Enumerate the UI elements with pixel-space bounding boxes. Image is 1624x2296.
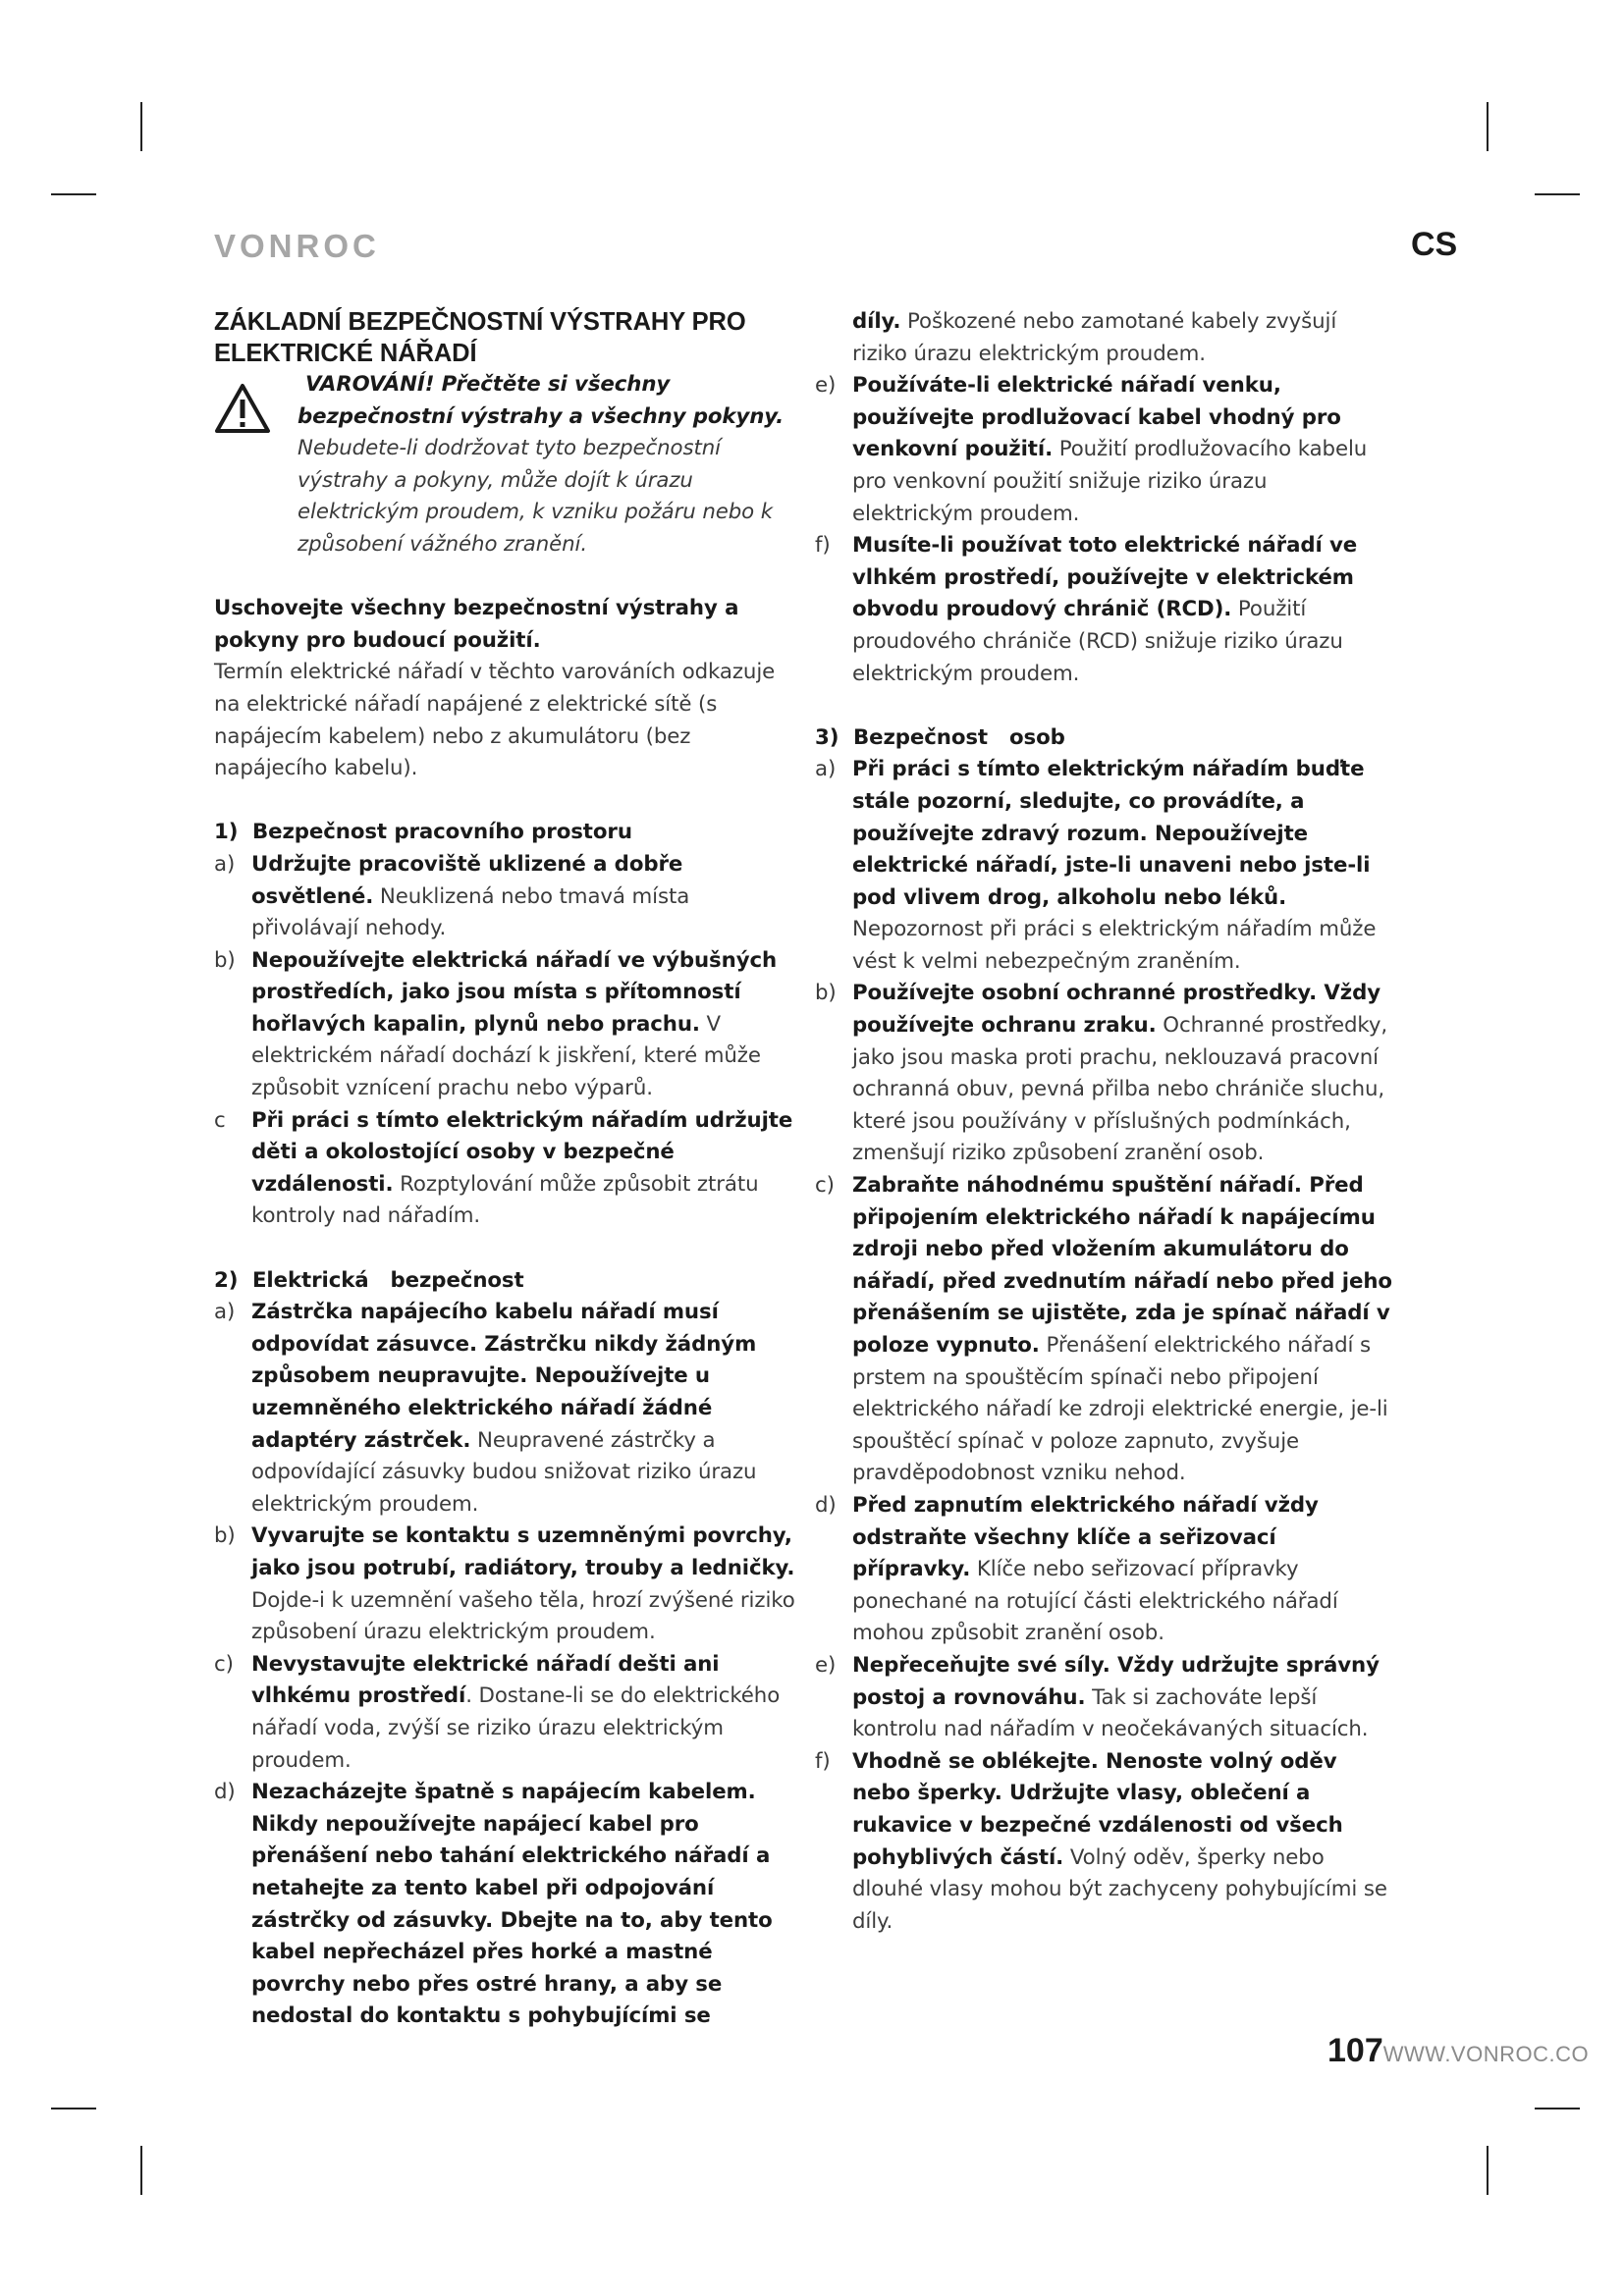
crop-mark xyxy=(140,102,142,151)
crop-mark xyxy=(51,193,96,195)
list-item: b) Vyvarujte se kontaktu s uzemněnými povrchy, jako jsou potrubí, radiátory, trouby a ledničky. Dojde-i k uzemnění vašeho těla, hrozí zvýšené riziko způsobení úrazu elektrickým proudem. xyxy=(214,1523,795,1645)
left-column xyxy=(214,306,803,2033)
list-item: e) Nepřeceňujte své síly. Vždy udržujte správný postoj a rovnováhu. Tak si zachováte lepší kontrolu nad nářadím v neočekávaných situacích. xyxy=(815,1652,1380,1742)
website-url: WWW.VONROC.CO xyxy=(1382,2042,1590,2066)
language-code: CS xyxy=(1411,226,1458,263)
list-item: d) Před zapnutím elektrického nářadí vždy odstraňte všechny klíče a seřizovací přípravky. Klíče nebo seřizovací přípravky ponechané na rotující části elektrického nářadí mohou způsobit zranění osob. xyxy=(815,1492,1338,1646)
list-item: c) Zabraňte náhodnému spuštění nářadí. Před připojením elektrického nářadí k napájecímu zdroji nebo před vložením akumulátoru do nářadí, před zvednutím nářadí nebo před jeho přenášením se ujistěte, zda je spínač nářadí v poloze vypnuto. Přenášení elektrického nářadí s prstem na spouštěcím spínači nebo připojení elektrického nářadí ke zdroji elektrické energie, je-li spouštěcí spínač v poloze zapnuto, zvyšuje pravděpodobnost vzniku nehod. xyxy=(815,1173,1392,1486)
list-item: f) Vhodně se oblékejte. Nenoste volný oděv nebo šperky. Udržujte vlasy, oblečení a rukavice v bezpečné vzdálenosti od všech pohyblivých částí. Volný oděv, šperky nebo dlouhé vlasy mohou být zachyceny pohybujícími se díly. xyxy=(815,1748,1387,1934)
list-item: b) Používejte osobní ochranné prostředky. Vždy používejte ochranu zraku. Ochranné prostředky, jako jsou maska proti prachu, neklouzavá pracovní ochranná obuv, pevná přilba nebo chrániče sluchu, které jsou používány v příslušných podmínkách, zmenšují riziko způsobení zranění osob. xyxy=(815,981,1388,1166)
list-item: c Při práci s tímto elektrickým nářadím udržujte děti a okolostojící osoby v bezpečné vzdálenosti. Rozptylování může způsobit ztrátu kontroly nad nářadím. xyxy=(214,1107,793,1229)
list-item: a) Udržujte pracoviště uklizené a dobře osvětlené. Neuklizená nebo tmavá místa přivolávají nehody. xyxy=(214,851,690,941)
crop-mark xyxy=(1487,2146,1489,2195)
warning-triangle-icon xyxy=(214,383,271,434)
list-item: f) Musíte-li používat toto elektrické nářadí ve vlhkém prostředí, používejte v elektrickém obvodu proudový chránič (RCD). Použití proudového chrániče (RCD) snižuje riziko úrazu elektrickým proudem. xyxy=(815,533,1358,686)
list-item: e) Používáte-li elektrické nářadí venku, používejte prodlužovací kabel vhodný pro venkovní použití. Použití prodlužovacího kabelu pro venkovní použití snižuje riziko úrazu elektrickým proudem. xyxy=(815,373,1368,526)
crop-mark xyxy=(1487,102,1489,151)
list-item: c) Nevystavujte elektrické nářadí dešti ani vlhkému prostředí. Dostane-li se do elektrického nářadí voda, zvýší se riziko úrazu elektrickým proudem. xyxy=(214,1651,781,1773)
list-item: b) Nepoužívejte elektrická nářadí ve výbušných prostředích, jako jsou místa s přítomností hořlavých kapalin, plynů nebo prachu. V elektrickém nářadí dochází k jiskření, které může způsobit vznícení prachu nebo výparů. xyxy=(214,947,778,1101)
list-item: d) Nezacházejte špatně s napájecím kabelem. Nikdy nepoužívejte napájecí kabel pro přenášení nebo tahání elektrického nářadí a netahejte za tento kabel při odpojování zástrčky od zásuvky. Dbejte na to, aby tento kabel nepřecházel přes horké a mastné povrchy nebo přes ostré hrany, a aby se nedostal do kontaktu s pohybujícími se xyxy=(214,1780,773,2029)
crop-mark xyxy=(51,2108,96,2109)
page-number: 107 xyxy=(1327,2032,1383,2069)
list-item: a) Zástrčka napájecího kabelu nářadí musí odpovídat zásuvce. Zástrčku nikdy žádným způsobem neupravujte. Nepoužívejte u uzemněného elektrického nářadí žádné adaptéry zástrček. Neupravené zástrčky a odpovídající zásuvky budou snižovat riziko úrazu elektrickým proudem. xyxy=(214,1300,757,1517)
crop-mark xyxy=(140,2146,142,2195)
term-definition: Termín elektrické nářadí v těchto varováních odkazuje na elektrické nářadí napájené z elektrické sítě (s napájecím kabelem) nebo z akumulátoru (bez napájecího kabelu). xyxy=(214,660,776,781)
warning-block xyxy=(214,369,803,561)
list-item-continued: díly. Poškozené nebo zamotané kabely zvyšují riziko úrazu elektrickým proudem. xyxy=(852,309,1337,366)
section-heading: 2) Elektrická bezpečnost xyxy=(214,1267,524,1293)
right-column xyxy=(815,306,1394,1938)
section-title: ZÁKLADNÍ BEZPEČNOSTNÍ VÝSTRAHY PRO ELEKTRICKÉ NÁŘADÍ xyxy=(214,308,746,367)
brand-logo: VONROC xyxy=(214,228,380,264)
page-footer xyxy=(1327,2032,1589,2070)
section-heading: 3) Bezpečnost osob xyxy=(815,724,1065,750)
crop-mark xyxy=(1535,2108,1580,2109)
crop-mark xyxy=(1535,193,1580,195)
list-item: a) Při práci s tímto elektrickým nářadím buďte stále pozorní, sledujte, co provádíte, a používejte zdravý rozum. Nepoužívejte elektrické nářadí, jste-li unaveni nebo jste-li pod vlivem drog, alkoholu nebo léků. Nepozornost při práci s elektrickým nářadím může vést k velmi nebezpečným zraněním. xyxy=(815,757,1377,974)
keep-instructions: Uschovejte všechny bezpečnostní výstrahy a pokyny pro budoucí použití. xyxy=(214,596,739,653)
section-heading: 1) Bezpečnost pracovního prostoru xyxy=(214,820,632,845)
warning-text: VAROVÁNÍ! Přečtěte si všechny bezpečnostní výstrahy a všechny pokyny. Nebudete-li dodržovat tyto bezpečnostní výstrahy a pokyny, může dojít k úrazu elektrickým proudem, k vzniku požáru nebo k způsobení vážného zranění. xyxy=(298,372,785,557)
